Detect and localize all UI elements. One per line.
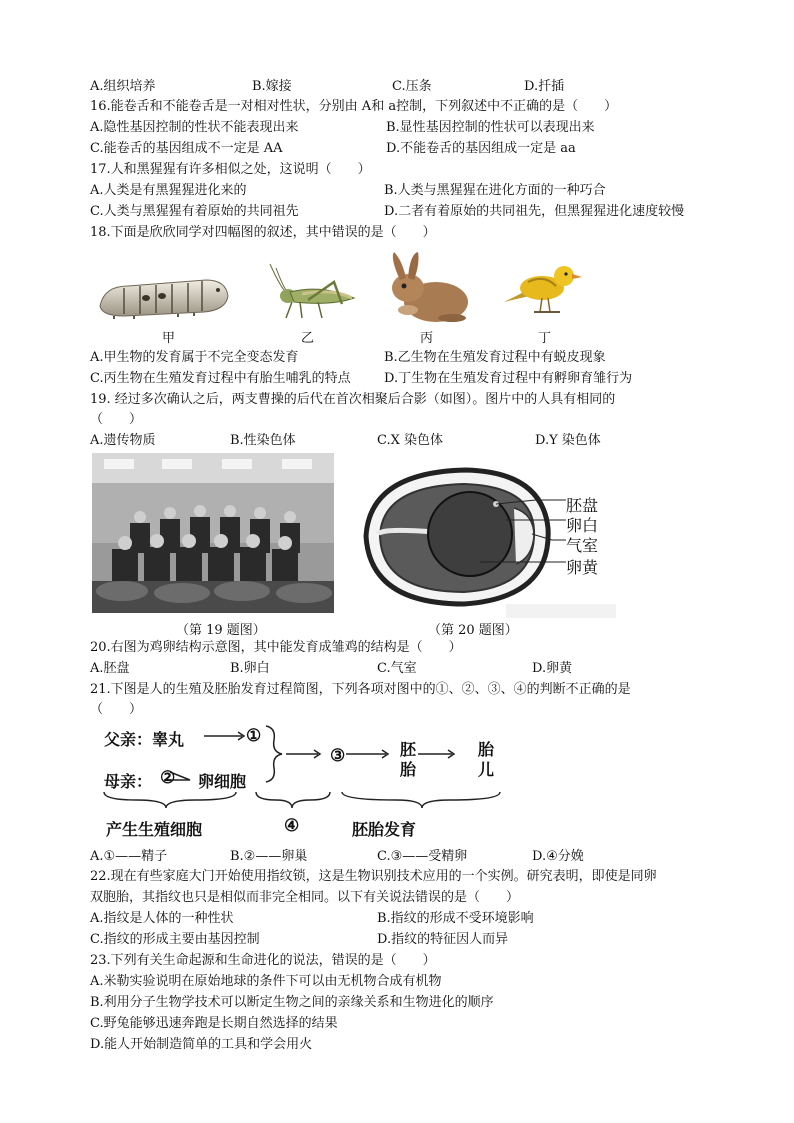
q16-option-a: A.隐性基因控制的性状不能表现出来 bbox=[90, 120, 299, 135]
diagram-fetus: 胎儿 bbox=[478, 740, 495, 779]
q20-option-a: A.胚盘 bbox=[90, 661, 130, 676]
q15-option-d: D.扦插 bbox=[524, 79, 565, 94]
q18-stem: 18.下面是欣欣同学对四幅图的叙述，其中错误的是（ ） bbox=[90, 225, 436, 240]
diagram-circle-3: ③ bbox=[330, 746, 346, 766]
q23-option-b: B.利用分子生物学技术可以断定生物之间的亲缘关系和生物进化的顺序 bbox=[90, 995, 494, 1010]
diagram-circle-4: ④ bbox=[284, 816, 300, 836]
q22-stem-line2: 双胞胎，其指纹也只是相似而非完全相同。以下有关说法错误的是（ ） bbox=[90, 890, 520, 905]
q17-option-a: A.人类是有黑猩猩进化来的 bbox=[90, 183, 247, 198]
q18-option-a: A.甲生物的发育属于不完全变态发育 bbox=[90, 350, 299, 365]
rabbit-image bbox=[378, 250, 474, 326]
q16-option-d: D.不能卷舌的基因组成一定是 aa bbox=[386, 141, 576, 156]
q21-stem: 21.下图是人的生殖及胚胎发育过程简图，下列各项对图中的①、②、③、④的判断不正确的是 bbox=[90, 682, 631, 697]
q20-stem: 20.右图为鸡卵结构示意图，其中能发育成雏鸡的结构是（ ） bbox=[90, 640, 462, 655]
diagram-produce-germ-cells: 产生生殖细胞 bbox=[106, 820, 203, 839]
q16-option-b: B.显性基因控制的性状可以表现出来 bbox=[386, 120, 595, 135]
diagram-embryo-development: 胚胎发育 bbox=[352, 820, 417, 839]
q16-stem: 16.能卷舌和不能卷舌是一对相对性状，分别由 A和 a控制，下列叙述中不正确的是（ ） bbox=[90, 99, 618, 114]
diagram-circle-1: ① bbox=[246, 726, 262, 746]
q17-option-c: C.人类与黑猩猩有着原始的共同祖先 bbox=[90, 204, 299, 219]
egg-label-blastodisc: 胚盘 bbox=[566, 496, 599, 515]
egg-label-yolk: 卵黄 bbox=[566, 558, 599, 577]
silkworm-image bbox=[94, 272, 234, 320]
q22-option-c: C.指纹的形成主要由基因控制 bbox=[90, 932, 260, 947]
q20-option-b: B.卵白 bbox=[230, 661, 270, 676]
diagram-mother: 母亲： bbox=[104, 772, 153, 791]
q17-option-b: B.人类与黑猩猩在进化方面的一种巧合 bbox=[384, 183, 606, 198]
q19-option-d: D.Y 染色体 bbox=[535, 433, 601, 448]
q15-option-a: A.组织培养 bbox=[90, 79, 156, 94]
q22-option-a: A.指纹是人体的一种性状 bbox=[90, 911, 234, 926]
q15-option-c: C.压条 bbox=[392, 79, 432, 94]
q22-option-b: B.指纹的形成不受环境影响 bbox=[377, 911, 534, 926]
q23-stem: 23.下列有关生命起源和生命进化的说法，错误的是（ ） bbox=[90, 953, 436, 968]
label-jia: 甲 bbox=[162, 331, 176, 346]
q23-option-d: D.能人开始制造简单的工具和学会用火 bbox=[90, 1037, 313, 1052]
label-ding: 丁 bbox=[538, 331, 552, 346]
q19-figure-caption: （第 19 题图） bbox=[176, 623, 266, 638]
q21-option-d: D.④分娩 bbox=[532, 849, 584, 864]
q20-option-d: D.卵黄 bbox=[532, 661, 573, 676]
q21-option-b: B.②——卵巢 bbox=[230, 849, 308, 864]
q22-stem: 22.现在有些家庭大门开始使用指纹锁，这是生物识别技术应用的一个实例。研究表明，即使是同卵 bbox=[90, 869, 657, 884]
label-bing: 丙 bbox=[420, 331, 434, 346]
canary-image bbox=[498, 258, 590, 318]
q21-stem-bracket: （ ） bbox=[90, 702, 143, 717]
q18-option-c: C.丙生物在生殖发育过程中有胎生哺乳的特点 bbox=[90, 371, 351, 386]
grasshopper-image bbox=[262, 262, 362, 324]
q21-option-a: A.①——精子 bbox=[90, 849, 168, 864]
egg-label-albumen: 卵白 bbox=[566, 516, 599, 535]
diagram-egg-cell: 卵细胞 bbox=[198, 772, 247, 791]
q23-option-a: A.米勒实验说明在原始地球的条件下可以由无机物合成有机物 bbox=[90, 974, 442, 989]
group-photo bbox=[92, 453, 334, 613]
q17-stem: 17.人和黑猩猩有许多相似之处，这说明（ ） bbox=[90, 162, 371, 177]
q17-option-d: D.二者有着原始的共同祖先，但黑猩猩进化速度较慢 bbox=[384, 204, 685, 219]
egg-label-air-cell: 气室 bbox=[566, 536, 599, 555]
label-yi: 乙 bbox=[301, 331, 315, 346]
q18-option-d: D.丁生物在生殖发育过程中有孵卵育雏行为 bbox=[384, 371, 633, 386]
q16-option-c: C.能卷舌的基因组成不一定是 AA bbox=[90, 141, 283, 156]
diagram-circle-2: ② bbox=[160, 768, 176, 788]
q20-figure-caption: （第 20 题图） bbox=[428, 623, 518, 638]
q23-option-c: C.野兔能够迅速奔跑是长期自然选择的结果 bbox=[90, 1016, 338, 1031]
q19-stem: 19. 经过多次确认之后，两支曹操的后代在首次相聚后合影（如图）。图片中的人具有相同的 bbox=[90, 392, 616, 407]
q19-stem-bracket: （ ） bbox=[90, 412, 143, 427]
q15-option-b: B.嫁接 bbox=[252, 79, 292, 94]
diagram-embryo: 胚胎 bbox=[400, 740, 417, 779]
q18-option-b: B.乙生物在生殖发育过程中有蜕皮现象 bbox=[384, 350, 606, 365]
q22-option-d: D.指纹的特征因人而异 bbox=[377, 932, 509, 947]
q21-option-c: C.③——受精卵 bbox=[377, 849, 468, 864]
q19-option-c: C.X 染色体 bbox=[377, 433, 444, 448]
q20-option-c: C.气室 bbox=[377, 661, 417, 676]
q19-option-a: A.遗传物质 bbox=[90, 433, 156, 448]
q19-option-b: B.性染色体 bbox=[230, 433, 296, 448]
diagram-father-testis: 父亲：睾丸 bbox=[104, 730, 185, 749]
